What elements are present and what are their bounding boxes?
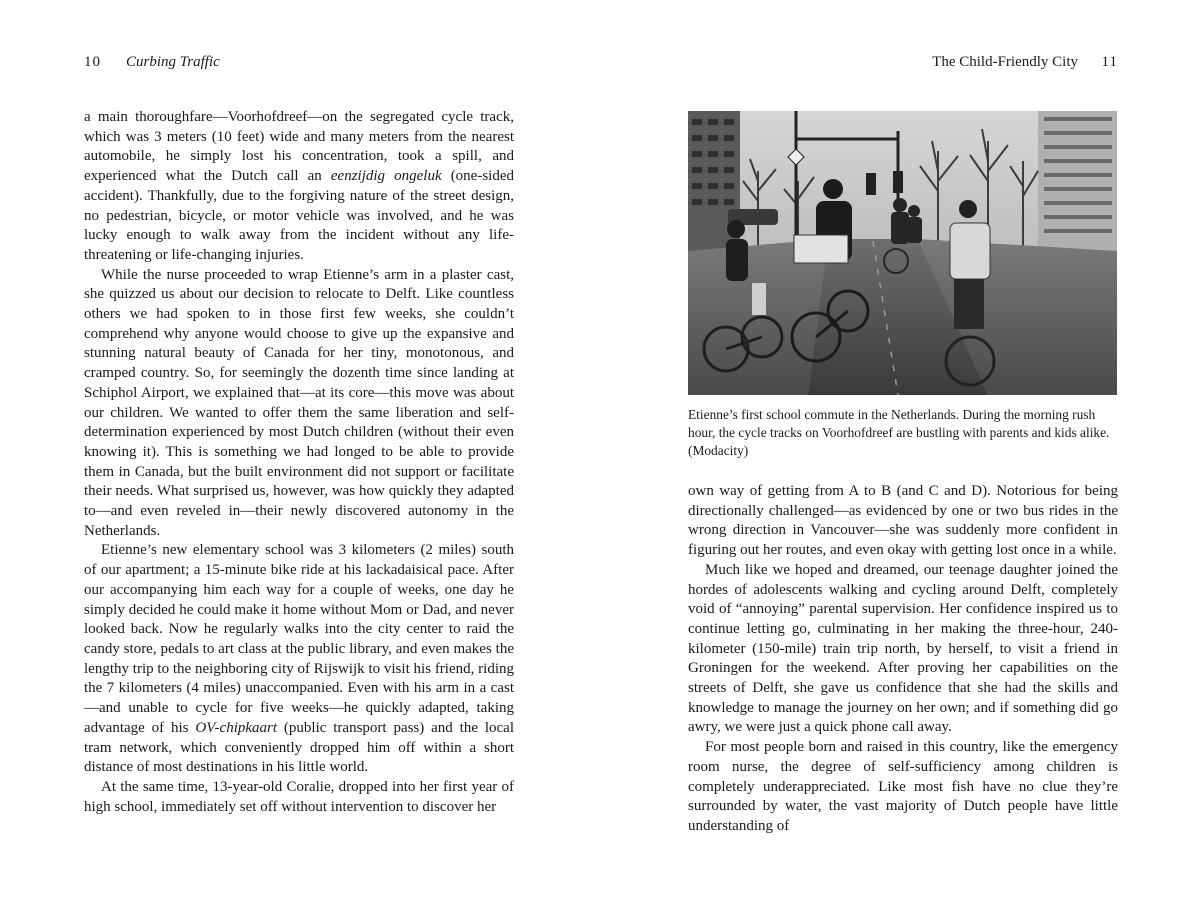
paragraph-3-part-b: (public transport pass) and the local tram network, which conveniently dropped him off within a short distance of most destinations in his little world. [84, 719, 514, 776]
right-page [600, 0, 1200, 899]
left-body-text [84, 108, 514, 817]
right-body-text [688, 482, 1118, 837]
page-number-right: 11 [1101, 54, 1118, 70]
paragraph-6: Much like we hoped and dreamed, our teenage daughter joined the hordes of adolescents walking and cycling around Delft, completely void of “annoying” parental supervision. Her confidence inspired us to continue letting go, culminating in her making the three-hour, 240-kilometer (150-mile) train trip north, by herself, to visit a friend in Groningen for the weekend. After proving her capabilities on the streets of Delft, she gave us confidence that she had the skills and knowledge to manage the journey on her own; and if something did go awry, we were just a quick phone call away. [688, 561, 1118, 736]
paragraph-1-italic-term: eenzijdig ongeluk [330, 168, 442, 185]
paragraph-1 [84, 108, 514, 266]
running-head-right: The Child-Friendly City [932, 54, 1078, 70]
paragraph-2: While the nurse proceeded to wrap Etienne’s arm in a plaster cast, she quizzed us about our decision to relocate to Delft. Like countless others we had spoken to in those first few weeks, she couldn’t comprehend why anyone would choose to give up the expansive and stunning natural beauty of Canada for her tiny, monotonous, and cramped country. So, for seemingly the dozenth time since landing at Schiphol Airport, we explained that—at its core—this move was about our children. We wanted to offer them the same liberation and self-determination experienced by most Dutch children (without their even knowing it). This is something we had longed to be able to provide them in Canada, but the built environment did not support or facilitate their needs. What surprised us, however, was how quickly they adapted to—and even reveled in—their newly discovered autonomy in the Netherlands. [84, 266, 514, 539]
paragraph-1-part-b: (one-sided accident). Thankfully, due to the forgiving nature of the street design, no pedestrian, bicycle, or motor vehicle was involved, and he was lucky enough to walk away from the incident without any life-threatening or life-changing injuries. [84, 168, 514, 263]
paragraph-4: At the same time, 13-year-old Coralie, dropped into her first year of high school, immediately set off without intervention to discover her [84, 778, 514, 815]
page-number-left: 10 [84, 54, 101, 70]
paragraph-7: For most people born and raised in this country, like the emergency room nurse, the degree of self-sufficiency among children is completely underappreciated. Like most fish have no clue they’re surrounded by water, the vast majority of Dutch people have little understanding of [688, 739, 1118, 834]
cyclists-photo [688, 111, 1117, 395]
paragraph-1-part-a: a main thoroughfare—Voorhofdreef—on the segregated cycle track, which was 3 meters (10 feet) wide and many meters from the nearest automobile, he simply lost his concentration, took a spill, and experienced what the Dutch call an [84, 109, 514, 185]
paragraph-3-part-a: Etienne’s new elementary school was 3 kilometers (2 miles) south of our apartment; a 15-minute bike ride at his lackadaisical pace. After our accompanying him each way for a couple of weeks, one day he simply decided he could make it home without Mom or Dad, and never looked back. Now he regularly walks into the city center to raid the candy store, pedals to art class at the public library, and even makes the lengthy trip to the neighboring city of Rijswijk to visit his friend, riding the 7 kilometers (4 miles) unaccompanied. Even with his arm in a cast—and unable to cycle for five weeks—he quickly adapted, taking advantage of his [84, 542, 514, 736]
paragraph-3 [84, 541, 514, 777]
paragraph-3-italic-term: OV-chipkaart [195, 719, 278, 736]
photo-caption: Etienne’s first school commute in the Netherlands. During the morning rush hour, the cycle tracks on Voorhofdreef are bustling with parents and kids alike. (Modacity) [688, 407, 1110, 458]
running-head-left: Curbing Traffic [126, 54, 220, 70]
paragraph-5: own way of getting from A to B (and C and D). Notorious for being directionally challenged—as evidenced by one or two bus rides in the wrong direction in Vancouver—she was suddenly more confident in figuring out her routes, and even okay with getting lost once in a while. [688, 483, 1118, 559]
